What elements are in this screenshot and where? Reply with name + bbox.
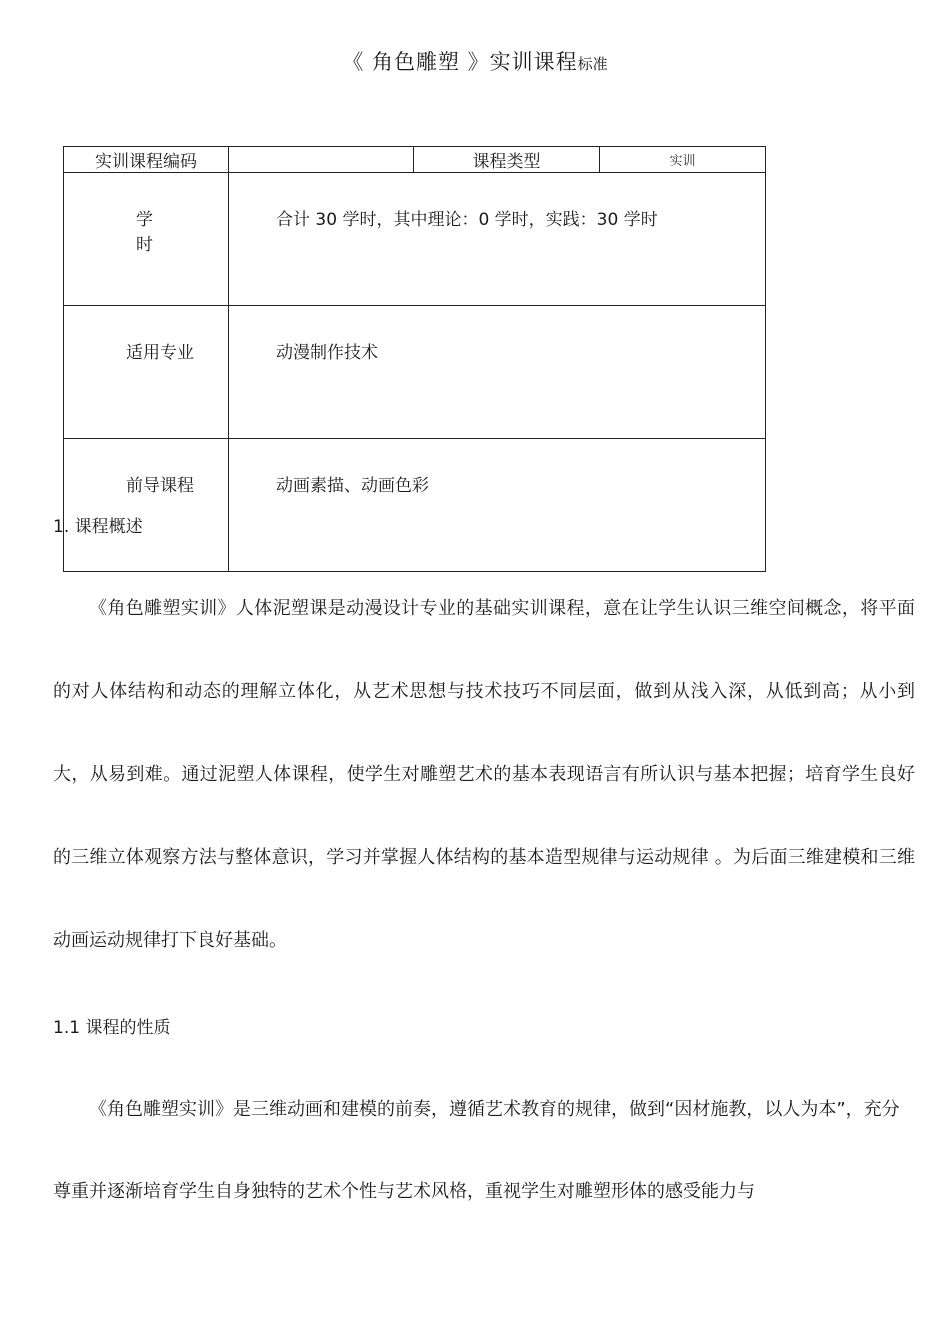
prereq-label: 前导课程 <box>64 439 229 572</box>
major-value: 动漫制作技术 <box>229 306 766 439</box>
nature-heading: 1.1 课程的性质 <box>53 1018 171 1038</box>
table-row-major <box>64 306 766 439</box>
course-info-table <box>63 146 766 572</box>
type-value: 实训 <box>600 147 766 173</box>
title-suffix: 标准 <box>577 55 608 73</box>
nature-paragraph: 《角色雕塑实训》是三维动画和建模的前奏，遵循艺术教育的规律，做到“因材施教，以人为本”，充分尊重并逐渐培育学生自身独特的艺术个性与艺术风格，重视学生对雕塑形体的感受能力与 <box>53 1099 900 1202</box>
type-label: 课程类型 <box>414 147 600 173</box>
prereq-value: 动画素描、动画色彩 <box>229 439 766 572</box>
hours-value: 合计 30 学时，其中理论：0 学时，实践：30 学时 <box>229 173 766 306</box>
title-main: 《 角色雕塑 》实训课程 <box>342 50 578 74</box>
major-label: 适用专业 <box>64 306 229 439</box>
table-row-code <box>64 147 766 173</box>
hours-label: 学 时 <box>64 173 229 306</box>
overview-paragraph: 《角色雕塑实训》人体泥塑课是动漫设计专业的基础实训课程，意在让学生认识三维空间概念，将平面的对人体结构和动态的理解立体化，从艺术思想与技术技巧不同层面，做到从浅入深，从低到高；从小到大，从易到难。通过泥塑人体课程，使学生对雕塑艺术的基本表现语言有所认识与基本把握；培育学生良好的三维立体观察方法与整体意识，学习并掌握人体结构的基本造型规律与运动规律 。为后面三维建模和三维动画运动规律打下良好基础。 <box>53 598 915 951</box>
table-row-hours <box>64 173 766 306</box>
table-row-prereq <box>64 439 766 572</box>
code-value <box>229 147 414 173</box>
code-label: 实训课程编码 <box>64 147 229 173</box>
document-title <box>0 46 950 76</box>
overview-heading: 1. 课程概述 <box>53 517 143 537</box>
